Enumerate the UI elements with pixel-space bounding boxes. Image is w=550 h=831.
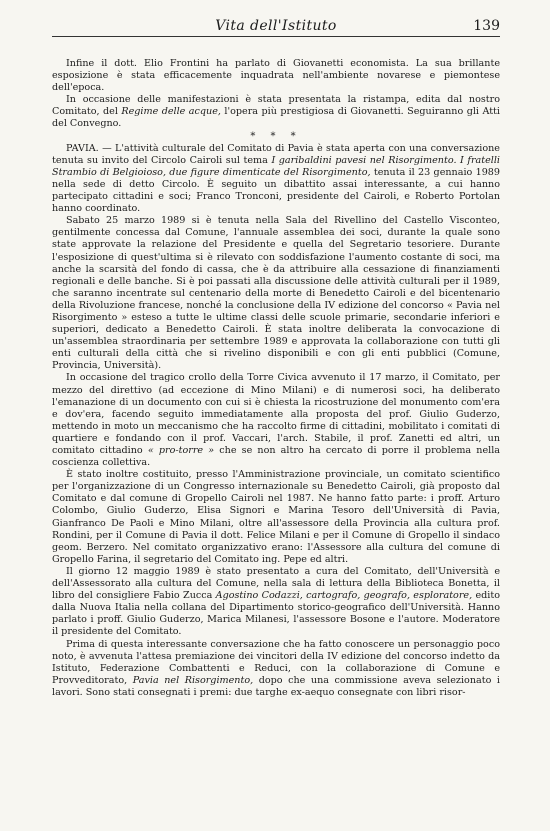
running-title: Vita dell'Istituto <box>215 18 337 34</box>
header-rule <box>52 36 500 37</box>
text: Il giorno 12 maggio 1989 è stato presentato a cura del Comitato, dell'Università e dell'Assessorato alla cultura del Comune, nella sala di lettura della Biblioteca Bonetta, il libro del consigliere Fabio Zucca <box>52 565 500 602</box>
article-body <box>52 58 500 699</box>
paragraph-frontini: Infine il dott. Elio Frontini ha parlato di Giovanetti economista. La sua brillante esposizione è stata efficacemente inquadrata nell'ambiente novarese e piemontese dell'epoca. <box>52 58 500 94</box>
paragraph-pavia <box>52 143 500 216</box>
conversation-title: I garibaldini pavesi nel Risorgimento. I fratelli Strambio di Belgioioso, due figure dimenticate del Risorgimento, <box>52 154 500 178</box>
paragraph-libro-zucca <box>52 566 500 639</box>
running-header <box>52 14 500 38</box>
book-title: Regime delle acque, <box>121 106 221 118</box>
text: PAVIA. — L'attività culturale del Comitato di Pavia è stata aperta con una conversazione tenuta su invito del Circolo Cairoli sul tema <box>52 142 500 166</box>
text: edito dalla Nuova Italia nella collana del Dipartimento storico-geografico dell'Università. Hanno parlato i proff. Giulio Guderzo, Marica Milanesi, l'assessore Bosone e l'autore. Moderatore il presidente del Comitato. <box>52 590 500 638</box>
paragraph-premiazione <box>52 639 500 699</box>
committee-name: « pro-torre » <box>147 445 215 456</box>
contest-title: Pavia nel Risorgimento, <box>132 674 254 686</box>
text: dopo che una commissione aveva selezionato i lavori. Sono stati consegnati i premi: due targhe ex-aequo consegnate con libri risor- <box>52 674 500 698</box>
page-number: 139 <box>473 18 500 34</box>
text: che se non altro ha cercato di porre il problema nella coscienza collettiva. <box>52 445 500 469</box>
paragraph-congresso: È stato inoltre costituito, presso l'Amministrazione provinciale, un comitato scientifico per l'organizzazione di un Congresso internazionale su Benedetto Cairoli, già proposto dal Comitato e dal comune di Gropello Cairoli nel 1987. Ne hanno fatto parte: i proff. Arturo Colombo, Giulio Guderzo, Elisa Signori e Marina Tesoro dell'Università di Pavia, Gianfranco De Paoli e Mino Milani, oltre all'assessore della Provincia alla cultura prof. Rondini, per il Comune di Pavia il dott. Felice Milani e per il Comune di Gropello il sindaco geom. Berzero. Nel comitato organizzativo erano: l'Assessore alla cultura del comune di Gropello Farina, il segretario del Comitato ing. Pepe ed altri. <box>52 469 500 565</box>
text: tenuta il 23 gennaio 1989 nella sede di detto Circolo. È seguito un dibattito assai interessante, a cui hanno partecipato cittadini e soci; Franco Tronconi, presidente del Cairoli, e Roberto Portolan hanno coordinato. <box>52 166 501 215</box>
text: In occasione delle manifestazioni è stata presentata la ristampa, edita dal nostro Comitato, del <box>52 94 500 118</box>
book-title: Agostino Codazzi, cartografo, geografo, esploratore, <box>215 590 473 602</box>
section-separator: * * * <box>250 130 302 142</box>
paragraph-assemblea: Sabato 25 marzo 1989 si è tenuta nella Sala del Rivellino del Castello Visconteo, gentilmente concessa dal Comune, l'annuale assemblea dei soci, durante la quale sono state approvate la relazione del Presidente e quella del Segretario tesoriere. Durante l'esposizione di quest'ultima si è rilevato con soddisfazione l'aumento costante di soci, ma anche la scarsità del fondo di cassa, che è da attribuire alla cessazione di finanziamenti regionali e delle banche. Si è poi passati alla discussione delle attività culturali per il 1989, che saranno incentrate sul centenario della morte di Benedetto Cairoli e del bicentenario della Rivoluzione francese, nonché la conclusione della IV edizione del concorso « Pavia nel Risorgimento » esteso a tutte le ultime classi delle scuole primarie, secondarie inferiori e superiori, dedicato a Benedetto Cairoli. È stata inoltre deliberata la convocazione di un'assemblea straordinaria per settembre 1989 e approvata la collaborazione con tutti gli enti culturali della città che si rivelino disponibili e con gli enti pubblici (Comune, Provincia, Università). <box>52 215 500 372</box>
paragraph-ristampa <box>52 94 500 130</box>
paragraph-torre-civica <box>52 372 500 469</box>
text: Prima di questa interessante conversazione che ha fatto conoscere un personaggio poco noto, è avvenuta l'attesa premiazione dei vincitori della IV edizione del concorso indetto da Istituto, Federazione Combattenti e Reduci, con la collaborazione di Comune e Provveditorato, <box>52 638 500 686</box>
text: l'opera più prestigiosa di Giovanetti. Seguiranno gli Atti del Convegno. <box>52 106 500 130</box>
text: In occasione del tragico crollo della Torre Civica avvenuto il 17 marzo, il Comitato, per mezzo del direttivo (ad eccezione di Mino Milani) e di numerosi soci, ha deliberato l'emanazione di un documento con cui si è chiesta la ricostruzione del monumento com'era e dov'era, facendo seguito immediatamente alla proposta del prof. Giulio Guderzo, mettendo in moto un meccanismo che ha raccolto firme di cittadini, mobilitato i comitati di quartiere e fondando con il prof. Vaccari, l'arch. Stabile, il prof. Zanetti ed altri, un comitato cittadino <box>52 372 500 456</box>
